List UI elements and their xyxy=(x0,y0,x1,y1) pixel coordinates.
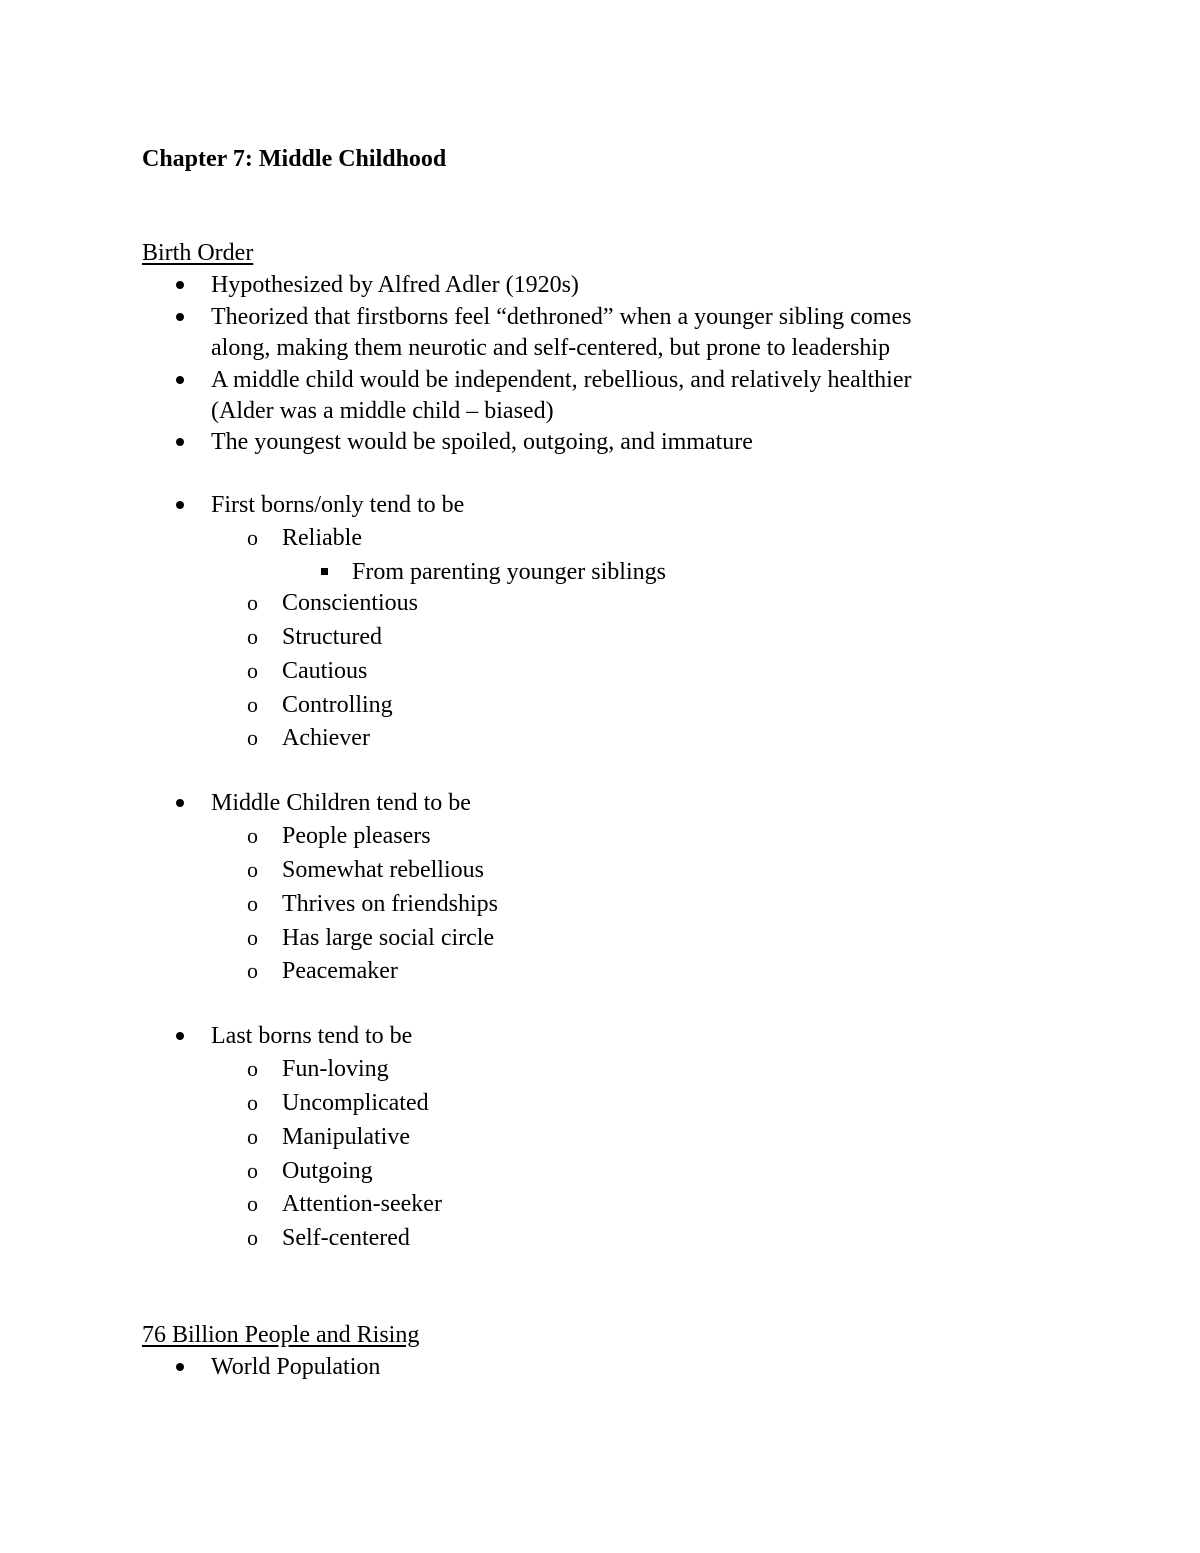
circle-bullet-icon: o xyxy=(247,658,258,683)
list-item: Has large social circle xyxy=(282,925,495,951)
list-item: Attention-seeker xyxy=(282,1191,442,1217)
bullet-text-continuation: along, making them neurotic and self-centered, but prone to leadership xyxy=(211,335,891,361)
bullet-text: The youngest would be spoiled, outgoing, and immature xyxy=(211,429,753,455)
circle-bullet-icon: o xyxy=(247,1158,258,1183)
circle-bullet-icon: o xyxy=(247,1191,258,1216)
list-item: Self-centered xyxy=(282,1225,410,1251)
circle-bullet-icon: o xyxy=(247,823,258,848)
section-heading-population: 76 Billion People and Rising xyxy=(142,1322,420,1348)
bullet-disc-icon xyxy=(176,799,184,807)
list-item: Controlling xyxy=(282,692,393,718)
list-item: Cautious xyxy=(282,658,368,684)
list-item: Thrives on friendships xyxy=(282,891,498,917)
circle-bullet-icon: o xyxy=(247,1056,258,1081)
circle-bullet-icon: o xyxy=(247,925,258,950)
bullet-disc-icon xyxy=(176,1032,184,1040)
bullet-disc-icon xyxy=(176,313,184,321)
circle-bullet-icon: o xyxy=(247,1090,258,1115)
circle-bullet-icon: o xyxy=(247,1225,258,1250)
bullet-text: Hypothesized by Alfred Adler (1920s) xyxy=(211,272,579,298)
bullet-text: World Population xyxy=(211,1354,381,1380)
bullet-disc-icon xyxy=(176,1363,184,1371)
list-item: Conscientious xyxy=(282,590,418,616)
list-item: Reliable xyxy=(282,525,362,551)
square-bullet-icon xyxy=(321,568,328,575)
bullet-text: A middle child would be independent, rebellious, and relatively healthier xyxy=(211,367,912,393)
list-item: Somewhat rebellious xyxy=(282,857,484,883)
sub-list-item: From parenting younger siblings xyxy=(352,559,666,585)
bullet-disc-icon xyxy=(176,376,184,384)
bullet-text: Theorized that firstborns feel “dethroned” when a younger sibling comes xyxy=(211,304,912,330)
list-item: Outgoing xyxy=(282,1158,373,1184)
circle-bullet-icon: o xyxy=(247,958,258,983)
bullet-text-continuation: (Alder was a middle child – biased) xyxy=(211,398,554,424)
circle-bullet-icon: o xyxy=(247,590,258,615)
document-title: Chapter 7: Middle Childhood xyxy=(142,146,447,172)
bullet-disc-icon xyxy=(176,438,184,446)
circle-bullet-icon: o xyxy=(247,891,258,916)
list-item: People pleasers xyxy=(282,823,431,849)
group-label-firstborns: First borns/only tend to be xyxy=(211,492,465,518)
bullet-disc-icon xyxy=(176,501,184,509)
list-item: Manipulative xyxy=(282,1124,410,1150)
circle-bullet-icon: o xyxy=(247,857,258,882)
circle-bullet-icon: o xyxy=(247,624,258,649)
group-label-middle: Middle Children tend to be xyxy=(211,790,471,816)
circle-bullet-icon: o xyxy=(247,692,258,717)
list-item: Achiever xyxy=(282,725,370,751)
circle-bullet-icon: o xyxy=(247,525,258,550)
list-item: Uncomplicated xyxy=(282,1090,429,1116)
list-item: Fun-loving xyxy=(282,1056,389,1082)
group-label-lastborns: Last borns tend to be xyxy=(211,1023,413,1049)
bullet-disc-icon xyxy=(176,281,184,289)
list-item: Peacemaker xyxy=(282,958,398,984)
circle-bullet-icon: o xyxy=(247,1124,258,1149)
list-item: Structured xyxy=(282,624,382,650)
circle-bullet-icon: o xyxy=(247,725,258,750)
section-heading-birth-order: Birth Order xyxy=(142,240,254,266)
